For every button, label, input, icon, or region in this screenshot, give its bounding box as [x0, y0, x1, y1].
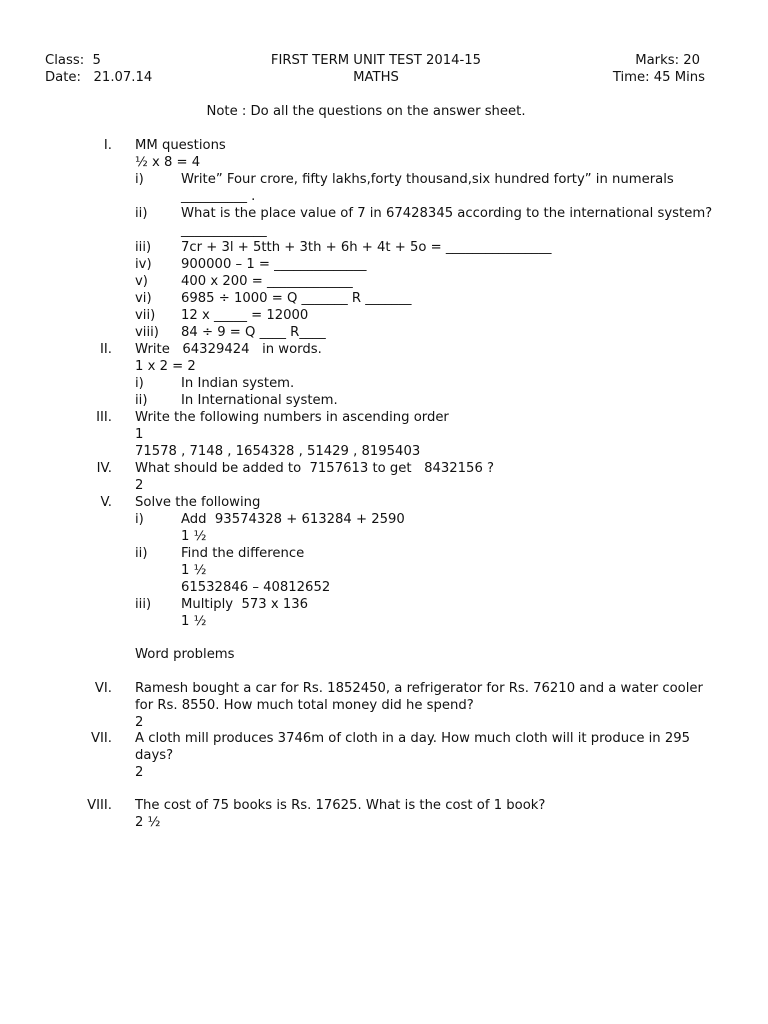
word-problems-heading: Word problems: [135, 647, 235, 662]
q5-title: Solve the following: [135, 495, 261, 510]
q5-item-marks: 1 ½: [181, 563, 207, 578]
q1-item-text: 400 x 200 = _____________: [181, 274, 353, 289]
q5-item-number: iii): [135, 597, 152, 612]
exam-title: FIRST TERM UNIT TEST 2014-15: [270, 53, 482, 68]
q7-line-2: days?: [135, 748, 174, 763]
time-label: Time: 45 Mins: [612, 70, 705, 85]
q1-item-text: 900000 – 1 = ______________: [181, 257, 367, 272]
q8-number: VIII.: [87, 798, 112, 813]
q1-item-text: What is the place value of 7 in 67428345 according to the international system?: [181, 206, 713, 221]
q4-marks: 2: [135, 478, 144, 493]
q1-item-number: ii): [135, 206, 148, 221]
q8-line-1: The cost of 75 books is Rs. 17625. What is the cost of 1 book?: [135, 798, 546, 813]
q1-item-text: 84 ÷ 9 = Q ____ R____: [181, 325, 326, 340]
q4-number: IV.: [96, 461, 112, 476]
q1-item-number: v): [135, 274, 148, 289]
q1-item-number: viii): [135, 325, 159, 340]
q4-title: What should be added to 7157613 to get 8432156 ?: [135, 461, 495, 476]
q7-marks: 2: [135, 765, 144, 780]
q5-item-text: Multiply 573 x 136: [181, 597, 308, 612]
q1-item-text: 7cr + 3l + 5tth + 3th + 6h + 4t + 5o = ________________: [181, 240, 552, 255]
q5-item-marks: 1 ½: [181, 529, 207, 544]
q7-line-1: A cloth mill produces 3746m of cloth in a day. How much cloth will it produce in 295: [135, 731, 691, 746]
q5-item-number: ii): [135, 546, 148, 561]
q3-title: Write the following numbers in ascending order: [135, 410, 449, 425]
subject-label: MATHS: [353, 70, 399, 85]
q5-item-extra: 61532846 – 40812652: [181, 580, 331, 595]
q3-numbers: 71578 , 7148 , 1654328 , 51429 , 8195403: [135, 444, 421, 459]
q5-item-text: Add 93574328 + 613284 + 2590: [181, 512, 405, 527]
q1-item-blank: __________ .: [181, 189, 256, 204]
q5-item-number: i): [135, 512, 144, 527]
q6-marks: 2: [135, 715, 144, 730]
q1-item-text: 6985 ÷ 1000 = Q _______ R _______: [181, 291, 412, 306]
q2-marks: 1 x 2 = 2: [135, 359, 196, 374]
class-label: Class: 5: [45, 53, 101, 68]
q1-item-number: vi): [135, 291, 152, 306]
q6-line-1: Ramesh bought a car for Rs. 1852450, a refrigerator for Rs. 76210 and a water cooler: [135, 681, 703, 696]
marks-label: Marks: 20: [635, 53, 700, 68]
q2-title: Write 64329424 in words.: [135, 342, 322, 357]
q6-number: VI.: [94, 681, 112, 696]
q2-item-text: In Indian system.: [181, 376, 295, 391]
q6-line-2: for Rs. 8550. How much total money did he spend?: [135, 698, 474, 713]
q1-marks: ½ x 8 = 4: [135, 155, 201, 170]
q5-item-marks: 1 ½: [181, 614, 207, 629]
date-label: Date: 21.07.14: [45, 70, 153, 85]
q1-item-number: iii): [135, 240, 152, 255]
q1-item-number: iv): [135, 257, 152, 272]
note-text: Note : Do all the questions on the answer sheet.: [206, 104, 526, 119]
q1-title: MM questions: [135, 138, 226, 153]
q2-item-text: In International system.: [181, 393, 338, 408]
q5-number: V.: [100, 495, 112, 510]
q3-marks: 1: [135, 427, 144, 442]
q1-item-number: vii): [135, 308, 156, 323]
q1-item-text: Write” Four crore, fifty lakhs,forty thousand,six hundred forty” in numerals: [181, 172, 674, 187]
q1-item-blank: _____________: [181, 223, 267, 238]
q8-marks: 2 ½: [135, 815, 161, 830]
q2-item-number: ii): [135, 393, 148, 408]
q3-number: III.: [96, 410, 112, 425]
q2-item-number: i): [135, 376, 144, 391]
q1-number: I.: [103, 138, 112, 153]
q2-number: II.: [100, 342, 112, 357]
q1-item-text: 12 x _____ = 12000: [181, 308, 309, 323]
q1-item-number: i): [135, 172, 144, 187]
q5-item-text: Find the difference: [181, 546, 305, 561]
q7-number: VII.: [91, 731, 112, 746]
